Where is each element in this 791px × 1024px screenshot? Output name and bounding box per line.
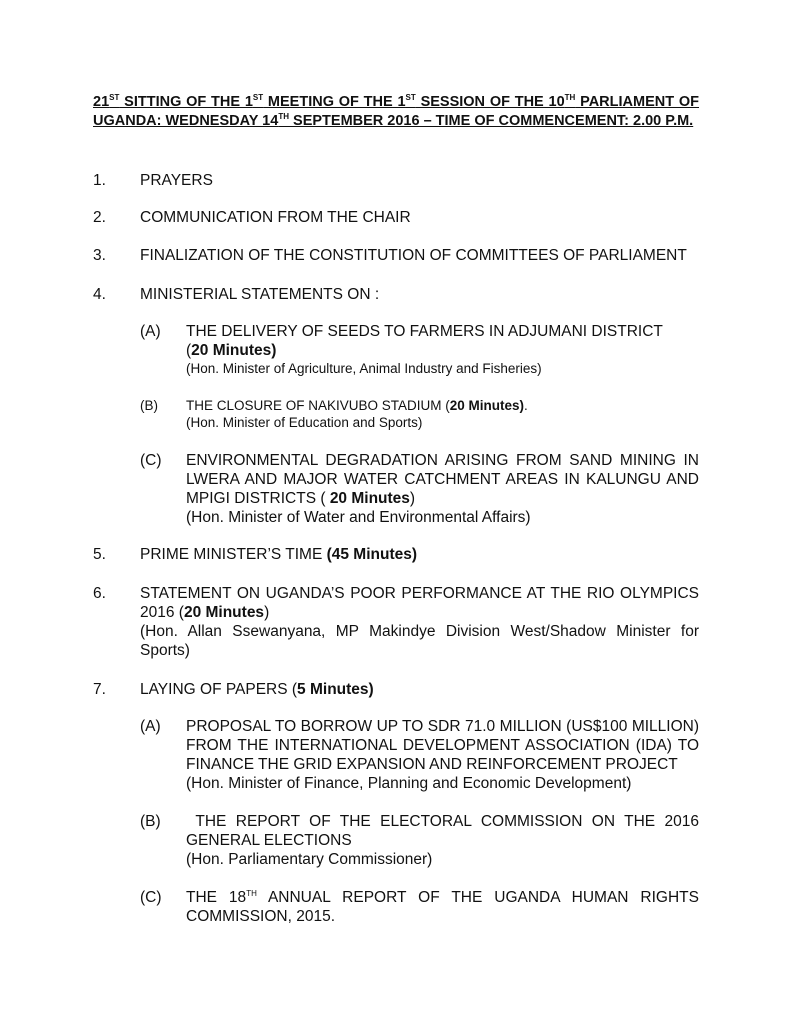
sub-label: (A) — [140, 718, 161, 735]
sub-label: (C) — [140, 889, 162, 906]
item-text: MINISTERIAL STATEMENTS ON : — [140, 286, 380, 303]
item-number: 6. — [93, 585, 106, 602]
item-text: STATEMENT ON UGANDA’S POOR PERFORMANCE AT THE RIO OLYMPICS 2016 (20 Minutes) (Hon. Allan Ssewanyana, MP Makindye Division West/Shadow Minister for Sports) — [140, 585, 699, 659]
item-text: COMMUNICATION FROM THE CHAIR — [140, 209, 411, 226]
item-number: 5. — [93, 546, 106, 563]
sub-note: (Hon. Minister of Finance, Planning and Economic Development) — [186, 775, 632, 792]
item-number: 4. — [93, 286, 106, 303]
sub-text: THE 18TH ANNUAL REPORT OF THE UGANDA HUMAN RIGHTS COMMISSION, 2015. — [186, 889, 699, 925]
item-text: FINALIZATION OF THE CONSTITUTION OF COMMITTEES OF PARLIAMENT — [140, 247, 687, 264]
sub-label: (B) — [140, 398, 158, 413]
item-number: 2. — [93, 209, 106, 226]
item-number: 7. — [93, 681, 106, 698]
sub-note: (Hon. Minister of Education and Sports) — [186, 415, 423, 430]
sub-text: THE REPORT OF THE ELECTORAL COMMISSION ON THE 2016 GENERAL ELECTIONS (Hon. Parliamentary Commissioner) — [186, 813, 704, 868]
sub-note: (Hon. Minister of Water and Environmental Affairs) — [186, 509, 531, 526]
item-text: LAYING OF PAPERS (5 Minutes) — [140, 681, 374, 698]
sub-text: THE DELIVERY OF SEEDS TO FARMERS IN ADJUMANI DISTRICT (20 Minutes) (Hon. Minister of Agriculture, Animal Industry and Fisheries) — [186, 322, 699, 377]
item-text: PRAYERS — [140, 172, 213, 189]
sub-label: (A) — [140, 323, 161, 340]
sub-note: (Hon. Parliamentary Commissioner) — [186, 851, 433, 868]
item-text: PRIME MINISTER’S TIME (45 Minutes) — [140, 546, 418, 563]
sub-note: (Hon. Minister of Agriculture, Animal Industry and Fisheries) — [186, 361, 542, 376]
sub-label: (C) — [140, 452, 162, 469]
sub-text: THE CLOSURE OF NAKIVUBO STADIUM (20 Minutes). (Hon. Minister of Education and Sports) — [186, 397, 699, 431]
sub-text: PROPOSAL TO BORROW UP TO SDR 71.0 MILLION (US$100 MILLION) FROM THE INTERNATIONAL DEVELOPMENT ASSOCIATION (IDA) TO FINANCE THE GRID EXPANSION AND REINFORCEMENT PROJECT (Hon. Minister of Finance, Planning and Economic Development) — [186, 718, 699, 792]
item-note: (Hon. Allan Ssewanyana, MP Makindye Division West/Shadow Minister for Sports) — [140, 623, 699, 659]
item-number: 1. — [93, 172, 106, 189]
sub-label: (B) — [140, 813, 161, 830]
item-number: 3. — [93, 247, 106, 264]
sub-text: ENVIRONMENTAL DEGRADATION ARISING FROM SAND MINING IN LWERA AND MAJOR WATER CATCHMENT AREAS IN KALUNGU AND MPIGI DISTRICTS ( 20 Minutes) (Hon. Minister of Water and Environmental Affairs) — [186, 452, 699, 526]
document-title: 21ST SITTING OF THE 1ST MEETING OF THE 1ST SESSION OF THE 10TH PARLIAMENT OF UGANDA: WEDNESDAY 14TH SEPTEMBER 2016 – TIME OF COMMENCEMENT: 2.00 P.M. — [93, 93, 700, 129]
